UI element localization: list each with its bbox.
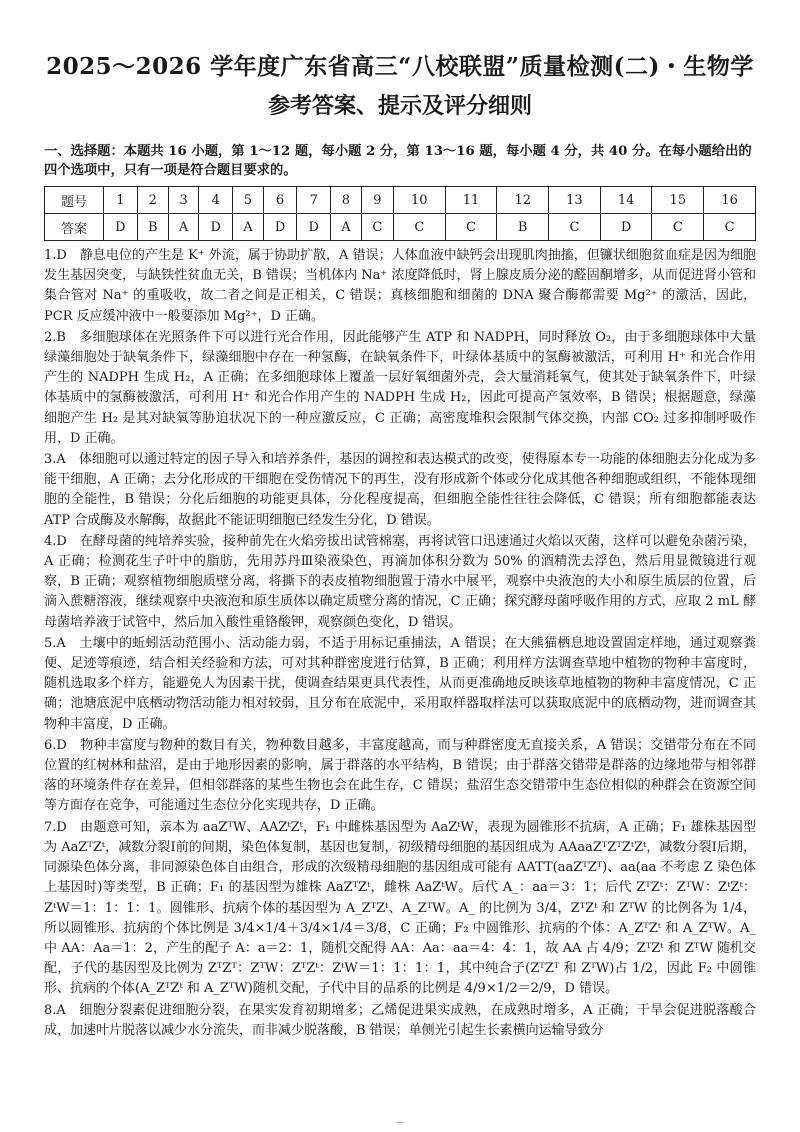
question-number: 1 xyxy=(104,187,138,214)
question-number: 9 xyxy=(361,187,393,214)
question-number: 7 xyxy=(297,187,331,214)
answer-cell: A xyxy=(233,214,264,241)
answer-cell: C xyxy=(445,214,497,241)
answer-cell: C xyxy=(549,214,601,241)
explanation-list xyxy=(44,246,756,1041)
question-number: 3 xyxy=(168,187,199,214)
answer-cell: C xyxy=(704,214,756,241)
question-number: 5 xyxy=(233,187,264,214)
answer-cell: C xyxy=(393,214,445,241)
question-number: 15 xyxy=(652,187,704,214)
answer-cell: C xyxy=(652,214,704,241)
question-number: 6 xyxy=(263,187,297,214)
row-header-answer: 答案 xyxy=(45,214,104,241)
explanation-item-4: 4.D 在酵母菌的纯培养实验，接种前先在火焰旁拔出试管棉塞，再将试管口迅速通过火焰以灭菌，这样可以避免杂菌污染，A 正确；检测花生子叶中的脂肪，先用苏丹Ⅲ染液染色，再滴加体积分数为 50% 的酒精洗去浮色，然后用显微镜进行观察，B 正确；观察植物细胞质壁分离，将撕下的表皮植物细胞置于清水中展平，观察中央液泡的大小和原生质层的位置，后滴入蔗糖溶液，继续观察中央液泡和原生质体以确定质壁分离的情况，C 正确；探究酵母菌呼吸作用的方式，应取 2 mL 酵母菌培养液于试管中，然后加入酸性重铬酸钾，观察颜色变化，D 错误。 xyxy=(44,533,756,630)
page-title: 2025～2026 学年度广东省高三“八校联盟”质量检测(二)・生物学 xyxy=(46,53,754,80)
answer-cell: D xyxy=(600,214,652,241)
question-number: 14 xyxy=(600,187,652,214)
section-instruction: 一、选择题：本题共 16 小题，第 1～12 题，每小题 2 分，第 13～16 题，每小题 4 分，共 40 分。在每小题给出的四个选项中，只有一项是符合题目要求的。 xyxy=(44,144,752,178)
answer-cell: B xyxy=(137,214,168,241)
answer-cell: C xyxy=(361,214,393,241)
explanation-item-8: 8.A 细胞分裂素促进细胞分裂，在果实发育初期增多；乙烯促进果实成熟，在成熟时增多，A 正确；干旱会促进脱落酸合成，加速叶片脱落以减少水分流失，而非减少脱落酸，B 错误；单侧光引起生长素横向运输导致分 xyxy=(44,1002,756,1038)
question-number: 11 xyxy=(445,187,497,214)
explanation-item-3: 3.A 体细胞可以通过特定的因子导入和培养条件，基因的调控和表达模式的改变，使得原本专一功能的体细胞去分化成为多能干细胞，A 正确；去分化形成的干细胞在受伤情况下的再生，没有形成新个体或分化成其他各种细胞或组织，不能体现细胞的全能性，B 错误；分化后细胞的功能更具体，分化程度提高，但细胞全能性往往会降低，C 错误；所有细胞都能表达 ATP 合成酶及水解酶，故据此不能证明细胞已经发生分化，D 错误。 xyxy=(44,452,756,528)
answer-table xyxy=(44,186,756,241)
answer-cell: A xyxy=(168,214,199,241)
question-number: 16 xyxy=(704,187,756,214)
question-number: 13 xyxy=(549,187,601,214)
explanation-item-2: 2.B 多细胞球体在光照条件下可以进行光合作用，因此能够产生 ATP 和 NADPH，同时释放 O₂，由于多细胞球体中大量绿藻细胞处于缺氧条件下，绿藻细胞中存在一种氢酶，在缺氧条件下，叶绿体基质中的氢酶被激活，可利用 H⁺ 和光合作用产生的 NADPH 生成 H₂，A 正确；在多细胞球体上覆盖一层好氧细菌外壳，会大量消耗氧气，使其处于缺氧条件下，叶绿体基质中的氢酶被激活，可利用 H⁺ 和光合作用产生的 NADPH 生成 H₂，因此可提高产氢效率，B 错误；根据题意，绿藻细胞产生 H₂ 是其对缺氧等胁迫状况下的一种应激反应，C 正确；高密度堆积会限制气体交换，内部 CO₂ 过多抑制呼吸作用，D 正确。 xyxy=(44,329,756,446)
answer-cell: B xyxy=(497,214,549,241)
explanation-item-7: 7.D 由题意可知，亲本为 aaZᵀW、AAZᵗZᵗ，F₁ 中雌株基因型为 AaZᵗW，表现为圆锥形不抗病，A 正确；F₁ 雄株基因型为 AaZᵀZᵗ，减数分裂Ⅰ前的间期，染色体复制，基因也复制，初级精母细胞的基因组成为 AAaaZᵀZᵀZᵗZᵗ，减数分裂Ⅰ后期，同源染色体分离，非同源染色体自由组合，形成的次级精母细胞的基因组成可能有 AATT(aaZᵀZᵀ)、aa(aa 不考虑 Z 染色体上基因时)等类型，B 正确；F₁ 的基因型为雄株 AaZᵀZᵗ，雌株 AaZᵗW。后代 A_：aa＝3：1；后代 ZᵀZᵗ：ZᵀW：ZᵗZᵗ：ZᵗW＝1：1：1：1。圆锥形、抗病个体的基因型为 A_ZᵀZᵗ、A_ZᵀW。A_ 的比例为 3/4，ZᵀZᵗ 和 ZᵀW 的比例各为 1/4，所以圆锥形、抗病的个体比例是 3/4×1/4＋3/4×1/4＝3/8，C 正确；F₂ 中圆锥形、抗病的个体：A_ZᵀZᵗ 和 A_ZᵀW。A_ 中 AA：Aa＝1：2，产生的配子 A：a＝2：1，随机交配得 AA：Aa：aa＝4：4：1，故 AA 占 4/9；ZᵀZᵗ 和 ZᵀW 随机交配，子代的基因型及比例为 ZᵀZᵀ：ZᵀW：ZᵀZᵗ：ZᵗW＝1：1：1：1，其中纯合子(ZᵀZᵀ 和 ZᵀW)占 1/2，因此 F₂ 中圆锥形、抗病的个体(A_ZᵀZᵗ 和 A_ZᵀW)随机交配，子代中目的品系的比例是 4/9×1/2＝2/9，D 错误。 xyxy=(44,819,756,997)
explanation-item-1: 1.D 静息电位的产生是 K⁺ 外流，属于协助扩散，A 错误；人体血液中缺钙会出现肌肉抽搐，但镰状细胞贫血症是因为细胞发生基因突变，与缺铁性贫血无关，B 错误；当机体内 Na⁺ 浓度降低时，肾上腺皮质分泌的醛固酮增多，从而促进肾小管和集合管对 Na⁺ 的重吸收，故二者之间是正相关，C 错误；真核细胞和细菌的 DNA 聚合酶都需要 Mg²⁺ 的激活，因此，PCR 反应缓冲液中一般要添加 Mg²⁺，D 正确。 xyxy=(44,248,756,324)
answer-cell: A xyxy=(331,214,362,241)
question-number: 2 xyxy=(137,187,168,214)
answer-cell: D xyxy=(263,214,297,241)
question-number: 12 xyxy=(497,187,549,214)
answer-row xyxy=(45,214,756,241)
question-number: 10 xyxy=(393,187,445,214)
question-number: 4 xyxy=(199,187,233,214)
answer-cell: D xyxy=(104,214,138,241)
question-number-row xyxy=(45,187,756,214)
page-footer-mark: － xyxy=(395,1118,405,1129)
question-number: 8 xyxy=(331,187,362,214)
explanation-item-6: 6.D 物种丰富度与物种的数目有关，物种数目越多，丰富度越高，而与种群密度无直接关系，A 错误；交错带分布在不同位置的红树林和盐沼，是由于地形因素的影响，属于群落的水平结构，B 错误；由于群落交错带是群落的边缘地带与相邻群落的环境条件存在差异，但相邻群落的某些生物也会在此生存，C 错误；盐沼生态交错带中生态位相似的种群会在资源空间等方面存在竞争，可能通过生态位分化实现共存，D 正确。 xyxy=(44,737,756,814)
explanation-item-5: 5.A 土壤中的蚯蚓活动范围小、活动能力弱，不适于用标记重捕法，A 错误；在大熊猫栖息地设置固定样地，通过观察粪便、足迹等痕迹，结合相关经验和方法，可对其种群密度进行估算，B 正确；利用样方法调查草地中植物的物种丰富度时，随机选取多个样方，能避免人为因素干扰，使调查结果更具代表性，从而更准确地反映该草地植物的物种丰富度情况，C 正确；池塘底泥中底栖动物活动能力相对较弱，且分布在底泥中，采用取样器取样法可以获取底泥中的底栖动物，进而调查其物种丰富度，D 正确。 xyxy=(44,635,756,732)
answer-cell: D xyxy=(199,214,233,241)
page-subtitle: 参考答案、提示及评分细则 xyxy=(267,93,532,119)
row-header-number: 题号 xyxy=(45,187,104,214)
answer-cell: D xyxy=(297,214,331,241)
